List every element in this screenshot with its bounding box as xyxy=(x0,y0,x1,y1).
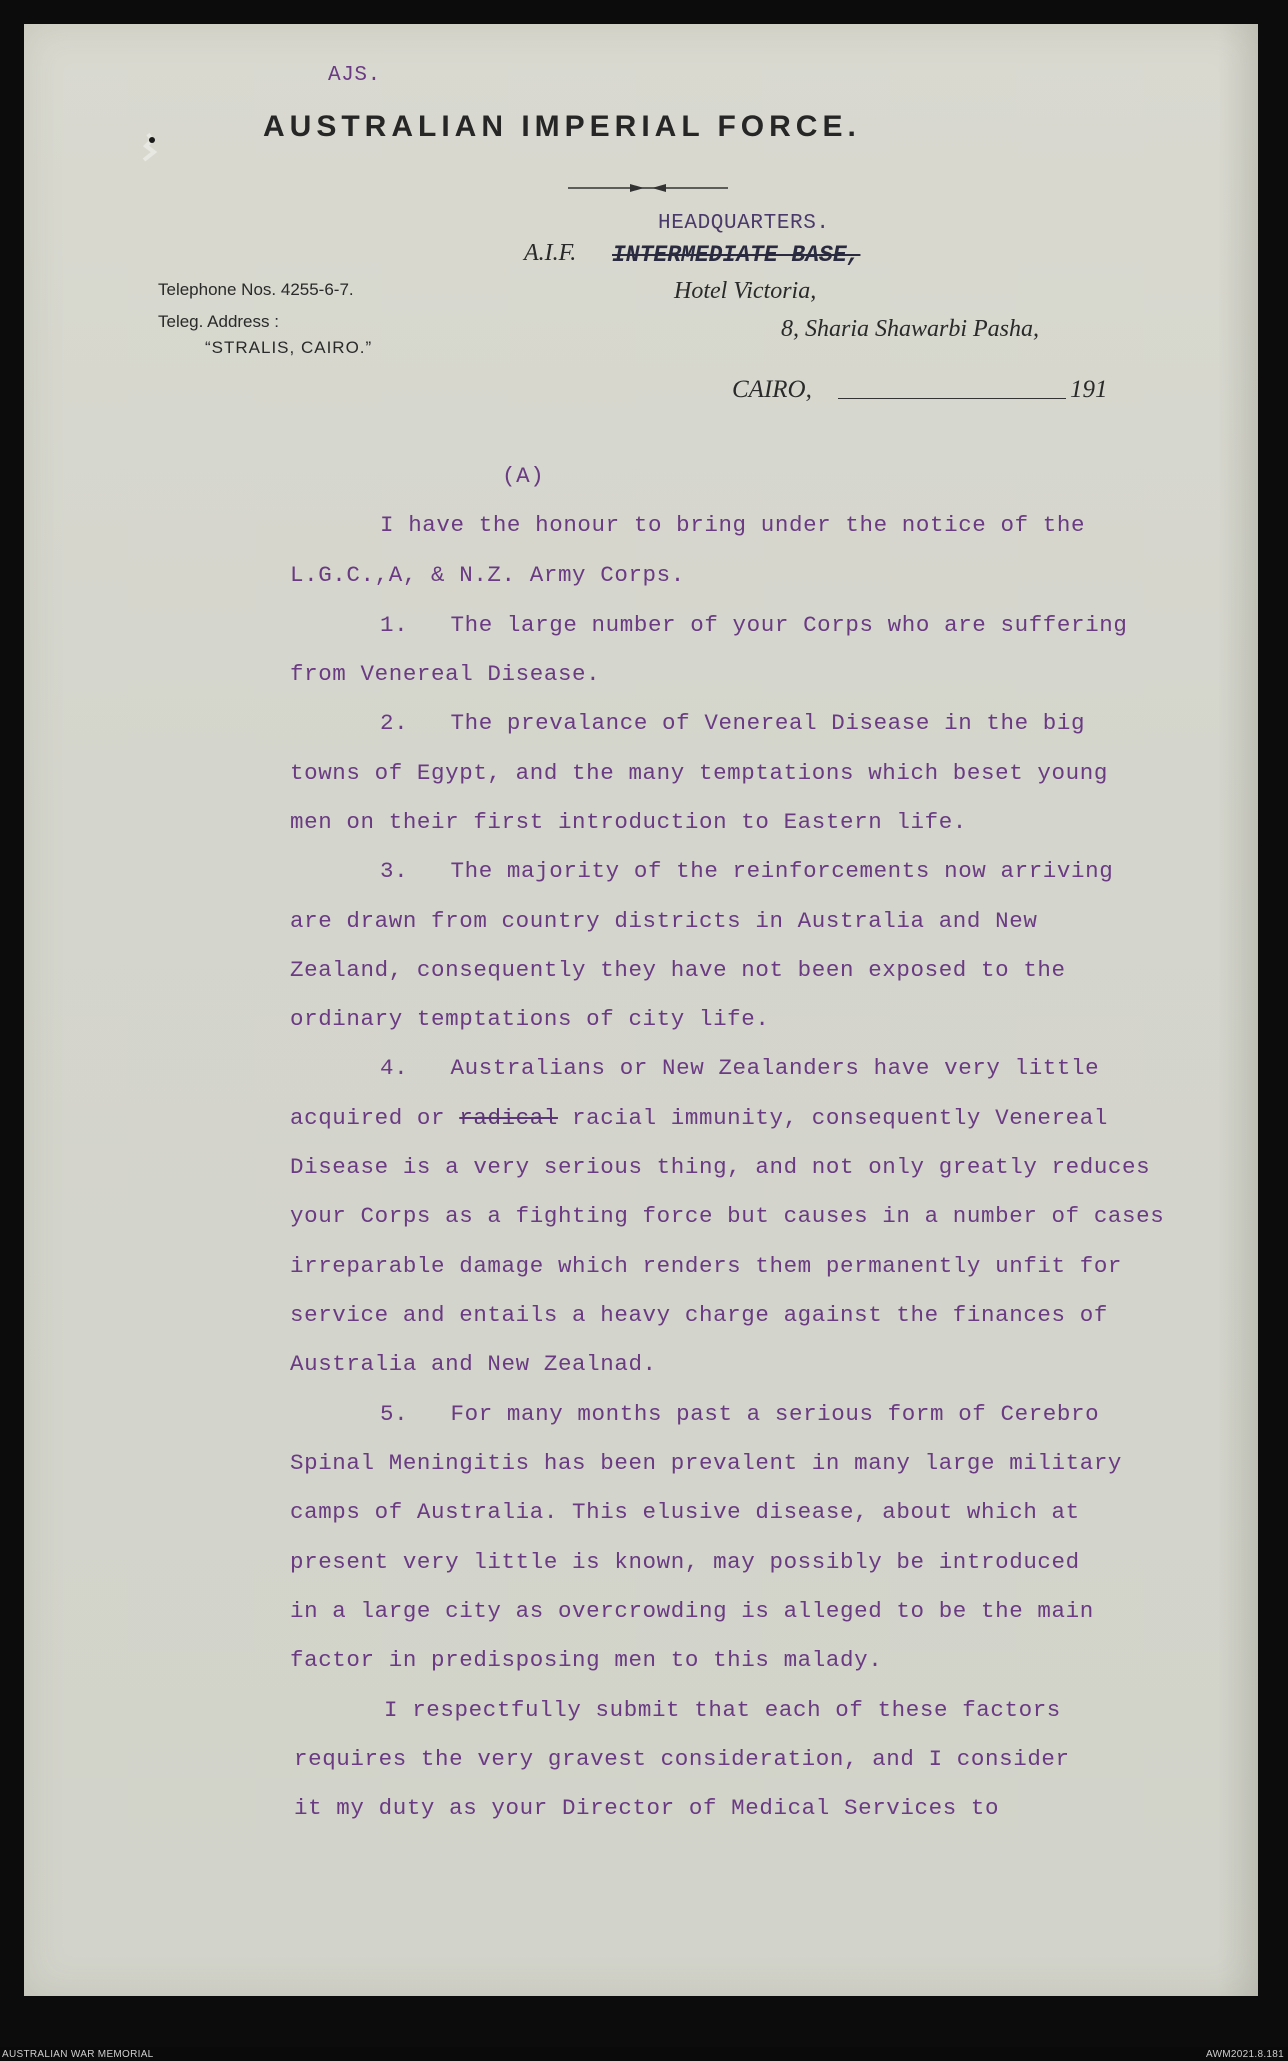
paragraph-4-line: 4. Australians or New Zealanders have very little xyxy=(380,1055,1100,1081)
paragraph-4-line: service and entails a heavy charge against the finances of xyxy=(290,1302,1108,1328)
date-year: 191 xyxy=(1070,376,1108,403)
paragraph-5-line: in a large city as overcrowding is alleged to be the main xyxy=(290,1598,1094,1624)
address-street: 8, Sharia Shawarbi Pasha, xyxy=(781,316,1040,342)
paragraph-3-line: ordinary temptations of city life. xyxy=(290,1006,770,1032)
paragraph-5-line: 5. For many months past a serious form of Cerebro xyxy=(380,1401,1100,1427)
ornament-divider xyxy=(568,180,728,196)
paragraph-3-line: are drawn from country districts in Australia and New xyxy=(290,908,1038,934)
paragraph-4-text: racial immunity, consequently Venereal xyxy=(557,1105,1108,1131)
telegraph-address-value: “STRALIS, CAIRO.” xyxy=(205,338,373,357)
intro-line: L.G.C.,A, & N.Z. Army Corps. xyxy=(290,562,685,588)
paragraph-4-line: Australia and New Zealnad. xyxy=(290,1351,657,1377)
date-city: CAIRO, xyxy=(732,376,812,403)
paragraph-1-line: 1. The large number of your Corps who are suffering xyxy=(380,612,1128,638)
paragraph-4-line: your Corps as a fighting force but causes in a number of cases xyxy=(290,1203,1165,1229)
paragraph-4-line: Disease is a very serious thing, and not only greatly reduces xyxy=(290,1154,1151,1180)
intro-line: I have the honour to bring under the notice of the xyxy=(380,512,1086,538)
letterhead-title: AUSTRALIAN IMPERIAL FORCE. xyxy=(263,110,861,143)
paragraph-2-line: 2. The prevalance of Venereal Disease in the big xyxy=(380,710,1086,736)
struck-intermediate-base: INTERMEDIATE BASE, xyxy=(612,242,861,268)
telegraph-address-label: Teleg. Address : xyxy=(158,312,279,331)
telephone-numbers: Telephone Nos. 4255-6-7. xyxy=(158,280,354,299)
paper-tear-mark xyxy=(130,130,170,170)
aif-label: A.I.F. xyxy=(524,240,577,266)
paragraph-2-line: men on their first introduction to Eastern life. xyxy=(290,809,967,835)
paragraph-5-line: present very little is known, may possibly be introduced xyxy=(290,1549,1080,1575)
paragraph-4-text: acquired or xyxy=(290,1105,460,1131)
paragraph-5-line: Spinal Meningitis has been prevalent in many large military xyxy=(290,1450,1123,1476)
archive-reference: AWM2021.8.181 xyxy=(1205,2049,1284,2060)
reference-initials: AJS. xyxy=(328,64,381,87)
section-marker: (A) xyxy=(502,463,545,489)
date-blank-line xyxy=(838,398,1066,399)
paragraph-3-line: Zealand, consequently they have not been exposed to the xyxy=(290,957,1066,983)
paragraph-1-line: from Venereal Disease. xyxy=(290,661,601,687)
paragraph-5-line: factor in predisposing men to this malady. xyxy=(290,1647,883,1673)
headquarters-typed-label: HEADQUARTERS. xyxy=(658,212,830,235)
closing-line: requires the very gravest consideration, and I consider xyxy=(294,1746,1070,1772)
paragraph-5-line: camps of Australia. This elusive disease, about which at xyxy=(290,1499,1080,1525)
archive-credit: AUSTRALIAN WAR MEMORIAL xyxy=(2,2049,154,2060)
paragraph-2-line: towns of Egypt, and the many temptations which beset young xyxy=(290,760,1108,786)
closing-line: I respectfully submit that each of these factors xyxy=(384,1697,1061,1723)
paragraph-3-line: 3. The majority of the reinforcements now arriving xyxy=(380,858,1114,884)
paragraph-4-line: irreparable damage which renders them permanently unfit for xyxy=(290,1253,1123,1279)
paragraph-4-line xyxy=(290,1105,1108,1131)
struck-word: radical xyxy=(459,1105,558,1131)
address-hotel: Hotel Victoria, xyxy=(674,278,817,304)
closing-line: it my duty as your Director of Medical Services to xyxy=(294,1795,1000,1821)
